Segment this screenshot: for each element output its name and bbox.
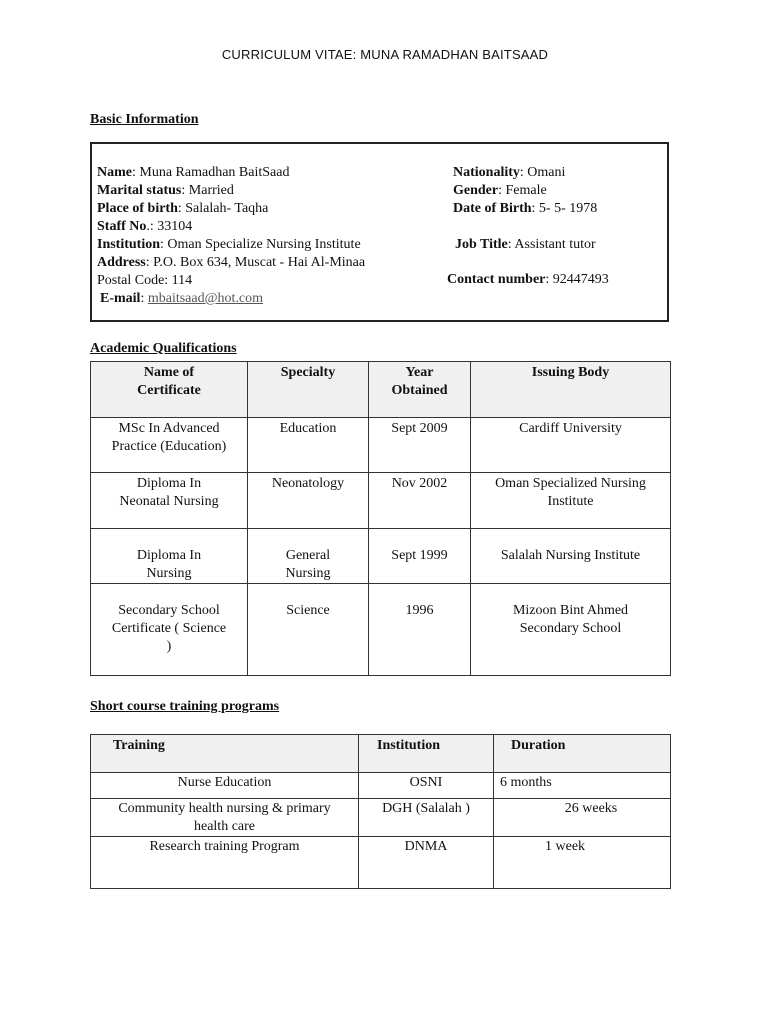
date-of-birth-line <box>453 200 597 218</box>
name-value: : Muna Ramadhan BaitSaad <box>132 165 290 180</box>
table-cell: Mizoon Bint Ahmed Secondary School <box>471 584 671 676</box>
table-row <box>91 418 671 473</box>
table-row <box>91 837 671 889</box>
table-cell: Nov 2002 <box>369 473 471 529</box>
institution-value: : Oman Specialize Nursing Institute <box>160 237 361 252</box>
institution-line <box>97 236 361 254</box>
table-cell: Cardiff University <box>471 418 671 473</box>
table-cell: 1 week <box>494 837 671 889</box>
column-header-specialty: Specialty <box>248 362 369 418</box>
marital-status-line <box>97 182 234 200</box>
nationality-value: : Omani <box>519 165 566 180</box>
name-line <box>97 164 289 182</box>
table-cell: Diploma In Neonatal Nursing <box>91 473 248 529</box>
contact-number-label: Contact number <box>447 272 546 287</box>
table-cell: 26 weeks <box>494 799 671 837</box>
marital-status-label: Marital status <box>97 183 182 198</box>
table-cell: MSc In Advanced Practice (Education) <box>91 418 248 473</box>
table-cell: Sept 1999 <box>369 529 471 584</box>
date-of-birth-label: Date of Birth <box>453 201 532 216</box>
place-of-birth-value: : Salalah- Taqha <box>177 201 269 216</box>
table-row <box>91 584 671 676</box>
table-row <box>91 529 671 584</box>
contact-number-line <box>447 271 609 289</box>
postal-code-line: Postal Code: 114 <box>97 273 193 288</box>
table-cell: 6 months <box>494 773 671 799</box>
academic-qualifications-table <box>90 361 671 676</box>
table-cell: Oman Specialized Nursing Institute <box>471 473 671 529</box>
table-cell: DGH (Salalah ) <box>359 799 494 837</box>
table-header-row <box>91 735 671 773</box>
table-row <box>91 773 671 799</box>
staff-number-value: .: 33104 <box>146 219 193 234</box>
staff-number-line <box>97 218 192 236</box>
basic-information-box <box>90 142 669 322</box>
table-cell: 1996 <box>369 584 471 676</box>
table-cell: Science <box>248 584 369 676</box>
address-value: : P.O. Box 634, Muscat - Hai Al-Minaa <box>145 255 366 270</box>
short-courses-table <box>90 734 671 889</box>
table-cell: Diploma In Nursing <box>91 529 248 584</box>
name-label: Name <box>97 165 132 180</box>
email-separator: : <box>140 291 148 306</box>
job-title-line <box>455 236 596 254</box>
job-title-value: : Assistant tutor <box>507 237 596 252</box>
email-label: E-mail <box>100 291 141 306</box>
table-cell: Neonatology <box>248 473 369 529</box>
table-cell: Research training Program <box>91 837 359 889</box>
table-cell: Salalah Nursing Institute <box>471 529 671 584</box>
column-header-institution: Institution <box>359 735 494 773</box>
place-of-birth-line <box>97 200 268 218</box>
gender-label: Gender <box>453 183 499 198</box>
table-cell: Nurse Education <box>91 773 359 799</box>
basic-information-heading: Basic Information <box>90 112 199 127</box>
place-of-birth-label: Place of birth <box>97 201 178 216</box>
column-header-certificate: Name of Certificate <box>91 362 248 418</box>
column-header-duration: Duration <box>494 735 671 773</box>
email-link[interactable]: mbaitsaad@hot.com <box>147 291 263 306</box>
column-header-training: Training <box>91 735 359 773</box>
email-line <box>100 290 263 308</box>
nationality-label: Nationality <box>453 165 520 180</box>
contact-number-value: : 92447493 <box>545 272 609 287</box>
gender-line <box>453 182 547 200</box>
table-cell: DNMA <box>359 837 494 889</box>
document-title: CURRICULUM VITAE: MUNA RAMADHAN BAITSAAD <box>221 47 549 62</box>
table-row <box>91 473 671 529</box>
date-of-birth-value: : 5- 5- 1978 <box>531 201 598 216</box>
marital-status-value: : Married <box>181 183 234 198</box>
table-header-row <box>91 362 671 418</box>
job-title-label: Job Title <box>455 237 508 252</box>
table-cell: Education <box>248 418 369 473</box>
address-line <box>97 254 365 272</box>
short-courses-heading: Short course training programs <box>90 699 280 714</box>
table-cell: OSNI <box>359 773 494 799</box>
nationality-line <box>453 164 565 182</box>
gender-value: : Female <box>498 183 547 198</box>
column-header-year: Year Obtained <box>369 362 471 418</box>
table-row <box>91 799 671 837</box>
academic-qualifications-heading: Academic Qualifications <box>90 341 237 356</box>
table-cell: Secondary School Certificate ( Science ) <box>91 584 248 676</box>
staff-number-label: Staff No <box>97 219 147 234</box>
table-cell: Community health nursing & primary health care <box>91 799 359 837</box>
column-header-issuing-body: Issuing Body <box>471 362 671 418</box>
address-label: Address <box>97 255 146 270</box>
institution-label: Institution <box>97 237 161 252</box>
table-cell: Sept 2009 <box>369 418 471 473</box>
table-cell: General Nursing <box>248 529 369 584</box>
